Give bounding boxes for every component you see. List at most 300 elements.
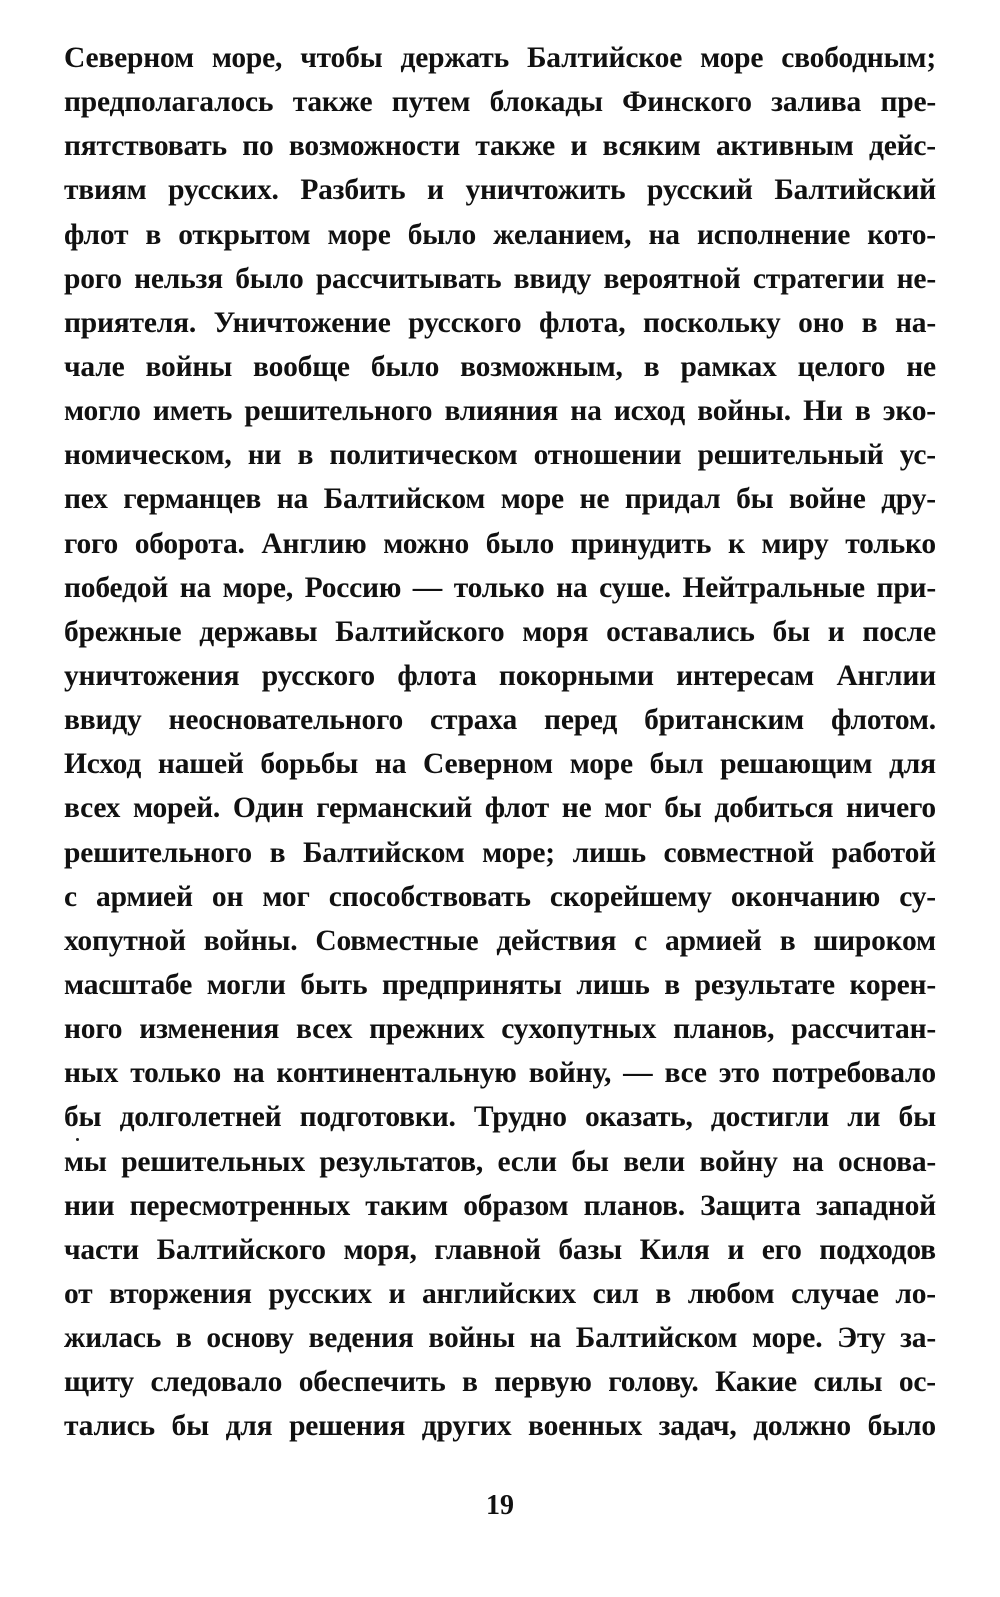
text-word: на (792, 1145, 824, 1178)
text-word: подготовки. (299, 1101, 456, 1134)
text-word: армией (665, 924, 762, 957)
text-line (64, 1360, 936, 1404)
text-word: Ни (803, 395, 843, 428)
text-word: море. (752, 1322, 823, 1355)
text-word: Разбить (300, 174, 406, 207)
text-word: можно (383, 527, 470, 560)
text-word: других (421, 1410, 512, 1443)
text-word: моря (522, 615, 589, 648)
text-word: работой (831, 836, 936, 869)
text-line (64, 124, 936, 168)
text-word: Балтийский (774, 174, 936, 207)
text-word: интересам (676, 659, 815, 692)
text-line (64, 963, 936, 1007)
text-word: скорейшему (549, 880, 712, 913)
text-word: политическом (329, 439, 518, 472)
text-word: также (292, 86, 373, 119)
text-word: Финского (622, 86, 752, 119)
text-word: иметь (152, 395, 233, 428)
text-word: окончанию (730, 880, 881, 913)
text-word: — (623, 1057, 653, 1090)
text-word: Киля (639, 1233, 710, 1266)
text-word: голову. (608, 1366, 699, 1399)
text-word: желанием, (493, 218, 632, 251)
text-word: могло (64, 395, 141, 428)
text-word: в (861, 306, 878, 339)
text-word: первую (494, 1366, 592, 1399)
text-word: державы (199, 615, 318, 648)
text-word: это (718, 1057, 760, 1090)
text-word: влияния (444, 395, 559, 428)
text-line (64, 1272, 936, 1316)
text-word: только (130, 1057, 221, 1090)
text-word: все (664, 1057, 707, 1090)
text-line (64, 875, 936, 919)
text-word: русских. (168, 174, 279, 207)
text-word: могли (206, 968, 286, 1001)
text-word: войну, (528, 1057, 612, 1090)
text-line (64, 1095, 936, 1139)
text-word: военных (528, 1410, 642, 1443)
text-word: Эту (837, 1322, 886, 1355)
text-word: лишь (572, 836, 646, 869)
text-word: море; (482, 836, 555, 869)
text-word: бы (772, 615, 810, 648)
text-word: покорными (498, 659, 654, 692)
text-word: брежные (64, 615, 182, 648)
text-word: стратегии (752, 262, 885, 295)
text-word: эко- (882, 395, 936, 428)
text-word: всех (64, 792, 121, 825)
text-word: в (643, 350, 660, 383)
text-word: в (655, 1277, 672, 1310)
text-word: сил (592, 1277, 639, 1310)
text-line (64, 213, 936, 257)
text-word: Какие (715, 1366, 797, 1399)
text-word: был (649, 748, 704, 781)
text-word: всех (296, 1013, 353, 1046)
text-word: Северном (64, 42, 194, 74)
text-word: нельзя (134, 262, 223, 295)
text-word: уничтожения (64, 659, 240, 692)
text-word: нашей (157, 748, 244, 781)
text-word: моря, (343, 1233, 417, 1266)
text-word: оказать, (584, 1101, 693, 1134)
text-word: в (175, 1322, 192, 1355)
text-word: должно (753, 1410, 851, 1443)
text-word: на (570, 395, 602, 428)
text-word: море (327, 218, 391, 251)
text-word: исполнение (696, 218, 851, 251)
text-word: широком (813, 924, 936, 957)
text-word: армией (96, 880, 193, 913)
text-word: дейс- (869, 130, 936, 163)
text-word: было (407, 218, 477, 251)
text-word: для (225, 1410, 273, 1443)
text-word: основу (206, 1322, 294, 1355)
text-word: возможным, (460, 350, 623, 383)
text-word: части (64, 1233, 139, 1266)
text-word: в (664, 968, 681, 1001)
text-word: в (462, 1366, 478, 1399)
text-word: лишь (576, 968, 650, 1001)
text-word: нии (64, 1189, 115, 1222)
text-word: образом (463, 1189, 569, 1222)
text-word: на (648, 218, 680, 251)
text-word: британским (644, 704, 805, 737)
text-word: долголетней (119, 1101, 282, 1134)
text-word: рассчитывать (315, 262, 502, 295)
text-word: на (529, 1322, 562, 1355)
text-word: флота, (539, 306, 626, 339)
text-word: гого (64, 527, 119, 560)
text-line (64, 698, 936, 742)
text-word: бы (171, 1410, 209, 1443)
text-word: русского (261, 659, 375, 692)
text-word: пех (64, 483, 108, 516)
text-word: основа- (838, 1145, 936, 1178)
text-word: бы (664, 792, 702, 825)
text-word: предполагалось (64, 86, 274, 119)
text-word: и (570, 130, 588, 163)
text-word: он (211, 880, 244, 913)
text-word: миру (761, 527, 829, 560)
text-word: обеспечить (298, 1366, 446, 1399)
text-word: Балтийское (527, 42, 683, 74)
text-word: быть (300, 968, 368, 1001)
text-word: если (497, 1145, 557, 1178)
text-line (64, 345, 936, 389)
text-word: войны. (203, 924, 298, 957)
text-word: не- (896, 262, 936, 295)
text-word: дру- (881, 483, 936, 516)
text-line (64, 786, 936, 830)
text-word: море, (222, 571, 294, 604)
text-word: решительного (244, 395, 433, 428)
text-word: оборота. (134, 527, 245, 560)
text-word: и (388, 1277, 406, 1310)
text-word: действия (496, 924, 617, 957)
text-word: жилась (64, 1322, 162, 1355)
print-speck (76, 1138, 79, 1141)
text-word: результате (694, 968, 835, 1001)
text-word: отношении (533, 439, 682, 472)
text-word: корен- (849, 968, 936, 1001)
text-word: чале (64, 350, 125, 383)
text-word: достигли (710, 1101, 830, 1134)
text-word: вообще (253, 350, 350, 383)
text-word: было (235, 262, 304, 295)
text-word: су- (899, 880, 936, 913)
text-word: на- (895, 306, 936, 339)
text-word: русских (268, 1277, 372, 1310)
text-word: от (64, 1277, 93, 1310)
text-word: открытом (178, 218, 311, 251)
text-word: победой (64, 571, 169, 604)
text-word: Балтийского (335, 615, 505, 648)
text-word: планов, (673, 1013, 775, 1046)
text-word: Защита (700, 1189, 801, 1222)
text-word: русского (408, 306, 522, 339)
text-word: оно (798, 306, 845, 339)
text-word: номическом, (64, 439, 232, 472)
text-word: неосновательного (168, 704, 404, 737)
text-word: следовало (150, 1366, 283, 1399)
text-word: море (500, 483, 564, 516)
text-line (64, 301, 936, 345)
text-word: Один (232, 792, 304, 825)
text-word: с (64, 880, 77, 913)
text-word: войну (699, 1145, 778, 1178)
text-word: флот (64, 218, 129, 251)
text-word: пре- (880, 86, 936, 119)
text-word: море (700, 42, 764, 74)
text-word: борьбы (260, 748, 359, 781)
text-word: придал (624, 483, 721, 516)
text-word: не (906, 350, 936, 383)
text-word: мог (604, 792, 652, 825)
text-word: ус- (899, 439, 936, 472)
text-word: рамках (680, 350, 777, 383)
text-word: Исход (64, 748, 142, 781)
text-word: германцев (123, 483, 262, 516)
text-line (64, 654, 936, 698)
text-word: при- (876, 571, 936, 604)
text-word: Балтийском (323, 483, 486, 516)
text-line (64, 257, 936, 301)
text-word: на (556, 571, 588, 604)
text-word: флота (397, 659, 477, 692)
text-word: Трудно (473, 1101, 567, 1134)
text-word: задач, (658, 1410, 737, 1443)
text-word: Совместные (315, 924, 479, 957)
text-word: способствовать (328, 880, 531, 913)
text-line (64, 831, 936, 875)
text-word: — (412, 571, 443, 604)
text-word: подходов (819, 1233, 936, 1266)
text-line (64, 168, 936, 212)
text-word: ввиду (64, 704, 142, 737)
text-word: вели (623, 1145, 685, 1178)
text-word: в (854, 395, 871, 428)
text-word: вторжения (109, 1277, 252, 1310)
text-line (64, 389, 936, 433)
text-word: тались (64, 1410, 155, 1443)
text-line (64, 36, 936, 80)
text-word: суше. (599, 571, 671, 604)
text-word: на (179, 571, 212, 604)
text-word: войны (145, 350, 233, 383)
text-word: войны. (697, 395, 791, 428)
text-word: ли (847, 1101, 881, 1134)
text-word: в (779, 924, 796, 957)
text-word: и (727, 1233, 745, 1266)
text-word: ничего (846, 792, 936, 825)
text-word: возможности (288, 130, 461, 163)
page-number: 19 (486, 1490, 514, 1521)
text-line (64, 919, 936, 963)
text-line (64, 610, 936, 654)
text-word: масштабе (64, 968, 193, 1001)
text-word: совместной (663, 836, 814, 869)
text-word: английских (421, 1277, 576, 1310)
text-word: решения (289, 1410, 406, 1443)
text-word: поскольку (643, 306, 781, 339)
text-word: силы (813, 1366, 883, 1399)
text-word: в (297, 439, 314, 472)
text-word: прежних (369, 1013, 485, 1046)
text-word: Балтийском (302, 836, 465, 869)
text-word: Россию (304, 571, 402, 604)
text-line (64, 1316, 936, 1360)
text-word: флот (484, 792, 550, 825)
text-word: на (374, 748, 407, 781)
text-word: пятствовать (64, 130, 227, 163)
text-word: перед (544, 704, 618, 737)
text-word: ло- (895, 1277, 936, 1310)
text-word: ного (64, 1013, 123, 1046)
text-word: приятеля. (64, 306, 197, 339)
text-word: было (485, 527, 555, 560)
text-word: результатов, (319, 1145, 484, 1178)
text-word: к (727, 527, 745, 560)
text-word: путем (391, 86, 471, 119)
text-word: бы (898, 1101, 936, 1134)
text-word: Англию (261, 527, 367, 560)
text-word: Англии (836, 659, 936, 692)
text-word: решительный (697, 439, 884, 472)
text-word: активным (716, 130, 854, 163)
text-word: не (561, 792, 592, 825)
text-word: с (634, 924, 648, 957)
text-word: кото- (867, 218, 936, 251)
text-line (64, 1184, 936, 1228)
text-word: вероятной (603, 262, 741, 295)
text-word: Балтийском (575, 1322, 738, 1355)
text-word: сухопутных (501, 1013, 657, 1046)
text-word: также (475, 130, 556, 163)
body-text (64, 36, 936, 1449)
text-word: не (579, 483, 610, 516)
text-word: рого (64, 262, 122, 295)
text-word: целого (797, 350, 886, 383)
text-word: и (427, 174, 444, 207)
text-line (64, 566, 936, 610)
text-word: бы (736, 483, 774, 516)
text-word: бы (64, 1101, 102, 1134)
text-word: западной (815, 1189, 936, 1222)
text-word: на (276, 483, 309, 516)
text-word: изменения (139, 1013, 280, 1046)
text-word: планов. (583, 1189, 685, 1222)
text-word: войны (428, 1322, 515, 1355)
text-word: свободным; (781, 42, 936, 74)
text-line (64, 1140, 936, 1184)
text-word: решительных (121, 1145, 305, 1178)
text-word: Северном (423, 748, 553, 781)
text-word: хопутной (64, 924, 186, 957)
text-line (64, 1404, 936, 1448)
text-word: Уничтожение (213, 306, 391, 339)
text-word: только (453, 571, 545, 604)
text-word: чтобы (300, 42, 383, 74)
text-word: в (269, 836, 286, 869)
text-word: таким (365, 1189, 448, 1222)
text-line (64, 433, 936, 477)
text-word: блокады (489, 86, 603, 119)
text-word: русский (647, 174, 753, 207)
text-word: принудить (570, 527, 712, 560)
text-word: исход (613, 395, 685, 428)
text-word: щиту (64, 1366, 134, 1399)
text-word: германский (316, 792, 473, 825)
text-word: ведения (308, 1322, 414, 1355)
text-word: мы (64, 1145, 107, 1178)
text-word: оставались (606, 615, 755, 648)
text-line (64, 80, 936, 124)
text-word: на (233, 1057, 265, 1090)
text-word: страха (430, 704, 518, 737)
text-word: ввиду (513, 262, 592, 295)
text-word: Нейтральные (682, 571, 865, 604)
text-word: залива (771, 86, 862, 119)
text-word: решительного (64, 836, 252, 869)
text-word: ни (247, 439, 282, 472)
text-word: Балтийского (156, 1233, 326, 1266)
text-word: по (242, 130, 274, 163)
text-word: за- (900, 1322, 936, 1355)
text-word: уничтожить (465, 174, 626, 207)
text-word: ных (64, 1057, 119, 1090)
text-word: его (761, 1233, 802, 1266)
text-word: предприняты (382, 968, 562, 1001)
text-line (64, 477, 936, 521)
text-word: всяким (602, 130, 701, 163)
text-line (64, 1007, 936, 1051)
text-word: решающим (720, 748, 873, 781)
text-word: базы (558, 1233, 622, 1266)
text-line (64, 1228, 936, 1272)
text-word: было (370, 350, 440, 383)
text-word: море (569, 748, 633, 781)
text-word: ос- (898, 1366, 936, 1399)
text-word: держать (400, 42, 509, 74)
text-word: и (827, 615, 845, 648)
text-word: главной (434, 1233, 541, 1266)
text-word: любом (687, 1277, 775, 1310)
text-word: мог (262, 880, 310, 913)
text-word: бы (571, 1145, 609, 1178)
text-word: войне (789, 483, 866, 516)
text-line (64, 742, 936, 786)
text-word: флотом. (831, 704, 936, 737)
text-word: рассчитан- (791, 1013, 936, 1046)
text-line (64, 522, 936, 566)
text-line (64, 1051, 936, 1095)
text-word: морей. (132, 792, 221, 825)
text-word: было (867, 1410, 936, 1443)
text-word: море, (211, 42, 283, 74)
text-word: для (889, 748, 936, 781)
text-word: твиям (64, 174, 147, 207)
text-word: после (862, 615, 936, 648)
text-word: потребовало (771, 1057, 936, 1090)
text-word: в (145, 218, 162, 251)
text-word: добиться (714, 792, 834, 825)
text-word: только (845, 527, 936, 560)
text-word: пересмотренных (129, 1189, 351, 1222)
text-word: случае (791, 1277, 879, 1310)
